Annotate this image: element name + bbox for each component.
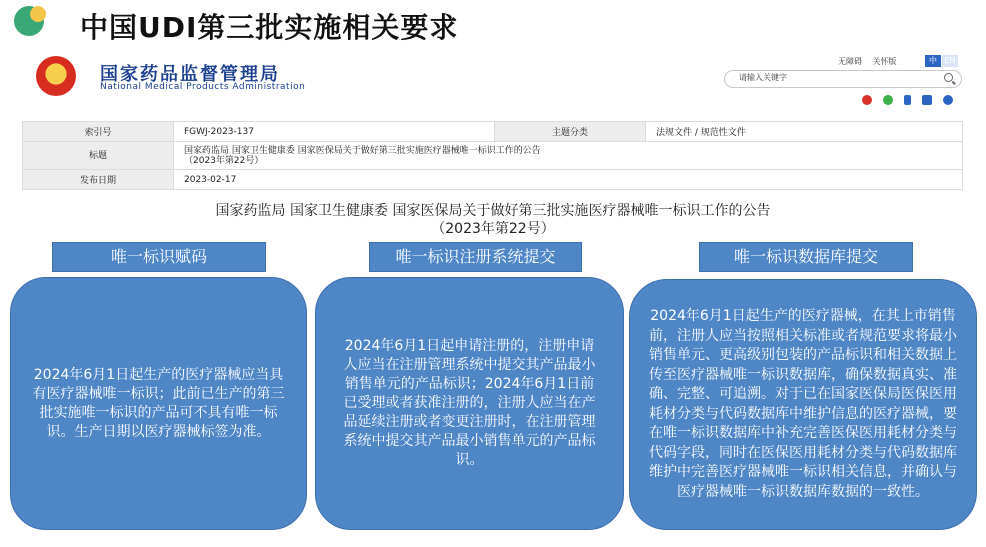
share-icons: [862, 90, 959, 109]
category-label: 主题分类: [495, 122, 646, 142]
table-row: [23, 122, 963, 142]
user-icon[interactable]: [943, 95, 953, 105]
title-label: 标题: [23, 142, 174, 170]
lang-zh-button[interactable]: 中: [925, 55, 941, 67]
announcement-title: 国家药监局 国家卫生健康委 国家医保局关于做好第三批实施医疗器械唯一标识工作的公告: [215, 203, 771, 219]
slide-logo-yellow-dot: [30, 6, 46, 22]
section-card-registration: [315, 277, 624, 530]
table-row: [23, 142, 963, 170]
wechat-icon[interactable]: [883, 95, 893, 105]
section-text-registration: 2024年6月1日起申请注册的，注册申请人应当在注册管理系统中提交其产品最小销售单元的产品标识；2024年6月1日前已受理或者获准注册的，注册人应当在产品延续注册或者变更注册时，在注册管理系统中提交其产品最小销售单元的产品标识。: [343, 338, 596, 468]
section-text-database: 2024年6月1日起生产的医疗器械，在其上市销售前，注册人应当按照相关标准或者规范要求将最小销售单元、更高级别包装的产品标识和相关数据上传至医疗器械唯一标识数据库，确保数据真实、准确、完整、可追溯。对于已在国家医保局医保医用耗材分类与代码数据库中维护信息的医疗器械，要在唯一标识数据库中补充完善医保医用耗材分类与代码字段，同时在医保医用耗材分类与代码数据库维护中完善医疗器械唯一标识相关信息，并确认与医疗器械唯一标识数据库数据的一致性。: [649, 308, 957, 500]
mail-icon[interactable]: [922, 95, 932, 105]
title-value: [174, 142, 963, 170]
info-table: [22, 121, 963, 190]
index-label: 索引号: [23, 122, 174, 142]
section-card-coding: [10, 277, 307, 530]
accessibility-link[interactable]: 无障碍: [838, 57, 862, 66]
lang-en-button[interactable]: EN: [942, 55, 958, 67]
section-label-registration: 唯一标识注册系统提交: [369, 242, 582, 272]
category-value: 法规文件 / 规范性文件: [646, 122, 963, 142]
table-row: [23, 170, 963, 190]
index-value: FGWJ-2023-137: [174, 122, 495, 142]
section-label-database: 唯一标识数据库提交: [699, 242, 913, 272]
site-name-en: National Medical Products Administration: [100, 82, 306, 92]
slide-title: 中国UDI第三批实施相关要求: [80, 11, 459, 44]
phone-icon[interactable]: [904, 95, 911, 105]
date-label: 发布日期: [23, 170, 174, 190]
section-label-coding: 唯一标识赋码: [52, 242, 266, 272]
search-icon[interactable]: [944, 73, 953, 82]
section-text-coding: 2024年6月1日起生产的医疗器械应当具有医疗器械唯一标识；此前已生产的第三批实施唯一标识的产品可不具有唯一标识。生产日期以医疗器械标签为准。: [32, 366, 285, 440]
site-name-cn[interactable]: 国家药品监督管理局: [100, 64, 280, 85]
care-mode-link[interactable]: 关怀版: [872, 57, 897, 66]
weibo-icon[interactable]: [862, 95, 872, 105]
section-card-database: [629, 279, 977, 530]
date-value: 2023-02-17: [174, 170, 963, 190]
title-value-line1: 国家药监局 国家卫生健康委 国家医保局关于做好第三批实施医疗器械唯一标识工作的公告: [184, 145, 541, 156]
search-input[interactable]: [724, 70, 962, 88]
title-value-line2: （2023年第22号）: [184, 155, 264, 166]
announcement-number: （2023年第22号）: [431, 221, 555, 237]
nmpa-emblem-icon: ★: [36, 56, 76, 96]
search-placeholder: 请输入关键字: [739, 73, 787, 82]
top-links: [838, 56, 905, 67]
